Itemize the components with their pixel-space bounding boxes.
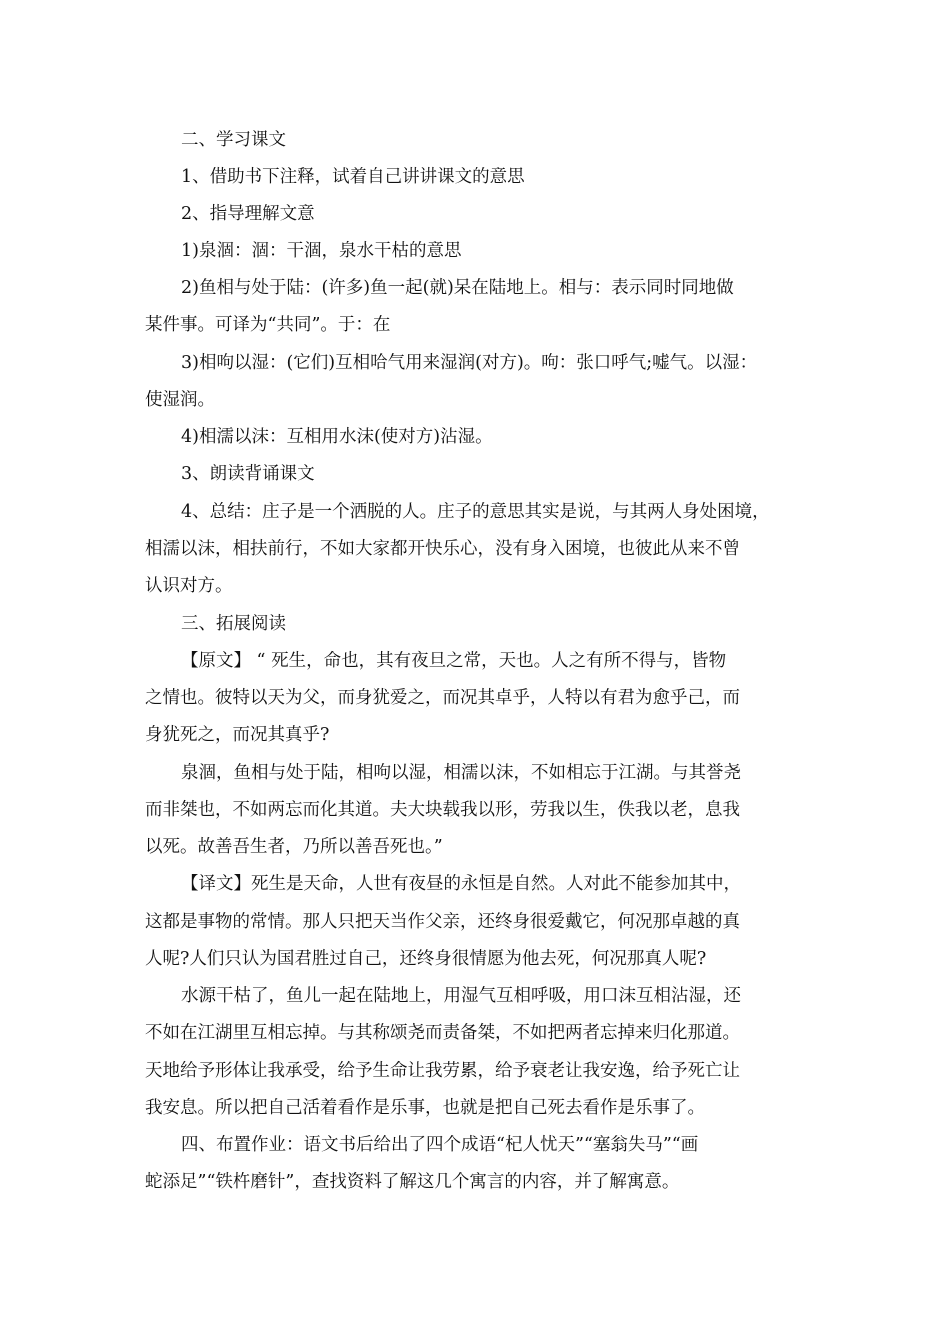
paragraph-line: 使湿润。 [145,390,215,410]
section-heading-extended-reading: 三、拓展阅读 [181,614,286,634]
paragraph-line: 不如在江湖里互相忘掉。与其称颂尧而责备桀，不如把两者忘掉来归化那道。 [145,1023,740,1043]
paragraph-line: 3、朗读背诵课文 [181,464,315,484]
paragraph-line: 人呢?人们只认为国君胜过自己，还终身很情愿为他去死，何况那真人呢? [145,949,707,969]
paragraph-line: 水源干枯了，鱼儿一起在陆地上，用湿气互相呼吸，用口沫互相沾湿，还 [181,986,741,1006]
paragraph-line: 蛇添足”“铁杵磨针”，查找资料了解这几个寓言的内容，并了解寓意。 [145,1172,680,1192]
paragraph-line: 1、借助书下注释，试着自己讲讲课文的意思 [181,167,525,187]
paragraph-line: 【译文】死生是天命，人世有夜昼的永恒是自然。人对此不能参加其中， [181,874,741,894]
paragraph-line: 而非桀也，不如两忘而化其道。夫大块载我以形，劳我以生，佚我以老，息我 [145,800,740,820]
paragraph-line: 之情也。彼特以天为父，而身犹爱之，而况其卓乎，人特以有君为愈乎己，而 [145,688,740,708]
paragraph-line: 3)相呴以湿：(它们)互相哈气用来湿润(对方)。呴：张口呼气;嘘气。以湿： [181,353,758,373]
paragraph-line: 2)鱼相与处于陆：(许多)鱼一起(就)呆在陆地上。相与：表示同时同地做 [181,278,734,298]
paragraph-line: 这都是事物的常情。那人只把天当作父亲，还终身很爱戴它，何况那卓越的真 [145,912,740,932]
paragraph-line: 以死。故善吾生者，乃所以善吾死也。” [145,837,443,857]
paragraph-line: 2、指导理解文意 [181,204,315,224]
paragraph-line: 【原文】 “ 死生，命也，其有夜旦之常，天也。人之有所不得与，皆物 [181,651,727,671]
section-heading-homework: 四、布置作业：语文书后给出了四个成语“杞人忧天”“塞翁失马”“画 [181,1135,699,1155]
paragraph-line: 某件事。可译为“共同”。于：在 [145,315,391,335]
paragraph-line: 我安息。所以把自己活着看作是乐事，也就是把自己死去看作是乐事了。 [145,1098,705,1118]
paragraph-line: 4)相濡以沫：互相用水沫(使对方)沾湿。 [181,427,493,447]
paragraph-line: 身犹死之，而况其真乎? [145,725,330,745]
paragraph-line: 1)泉涸：涸：干涸，泉水干枯的意思 [181,241,462,261]
paragraph-line: 认识对方。 [145,576,233,596]
paragraph-line: 泉涸，鱼相与处于陆，相呴以湿，相濡以沫，不如相忘于江湖。与其誉尧 [181,763,741,783]
paragraph-line: 4、总结：庄子是一个洒脱的人。庄子的意思其实是说，与其两人身处困境， [181,502,770,522]
section-heading-study-text: 二、学习课文 [181,130,286,150]
paragraph-line: 天地给予形体让我承受，给予生命让我劳累，给予衰老让我安逸，给予死亡让 [145,1061,740,1081]
paragraph-line: 相濡以沫，相扶前行，不如大家都开快乐心，没有身入困境，也彼此从来不曾 [145,539,740,559]
